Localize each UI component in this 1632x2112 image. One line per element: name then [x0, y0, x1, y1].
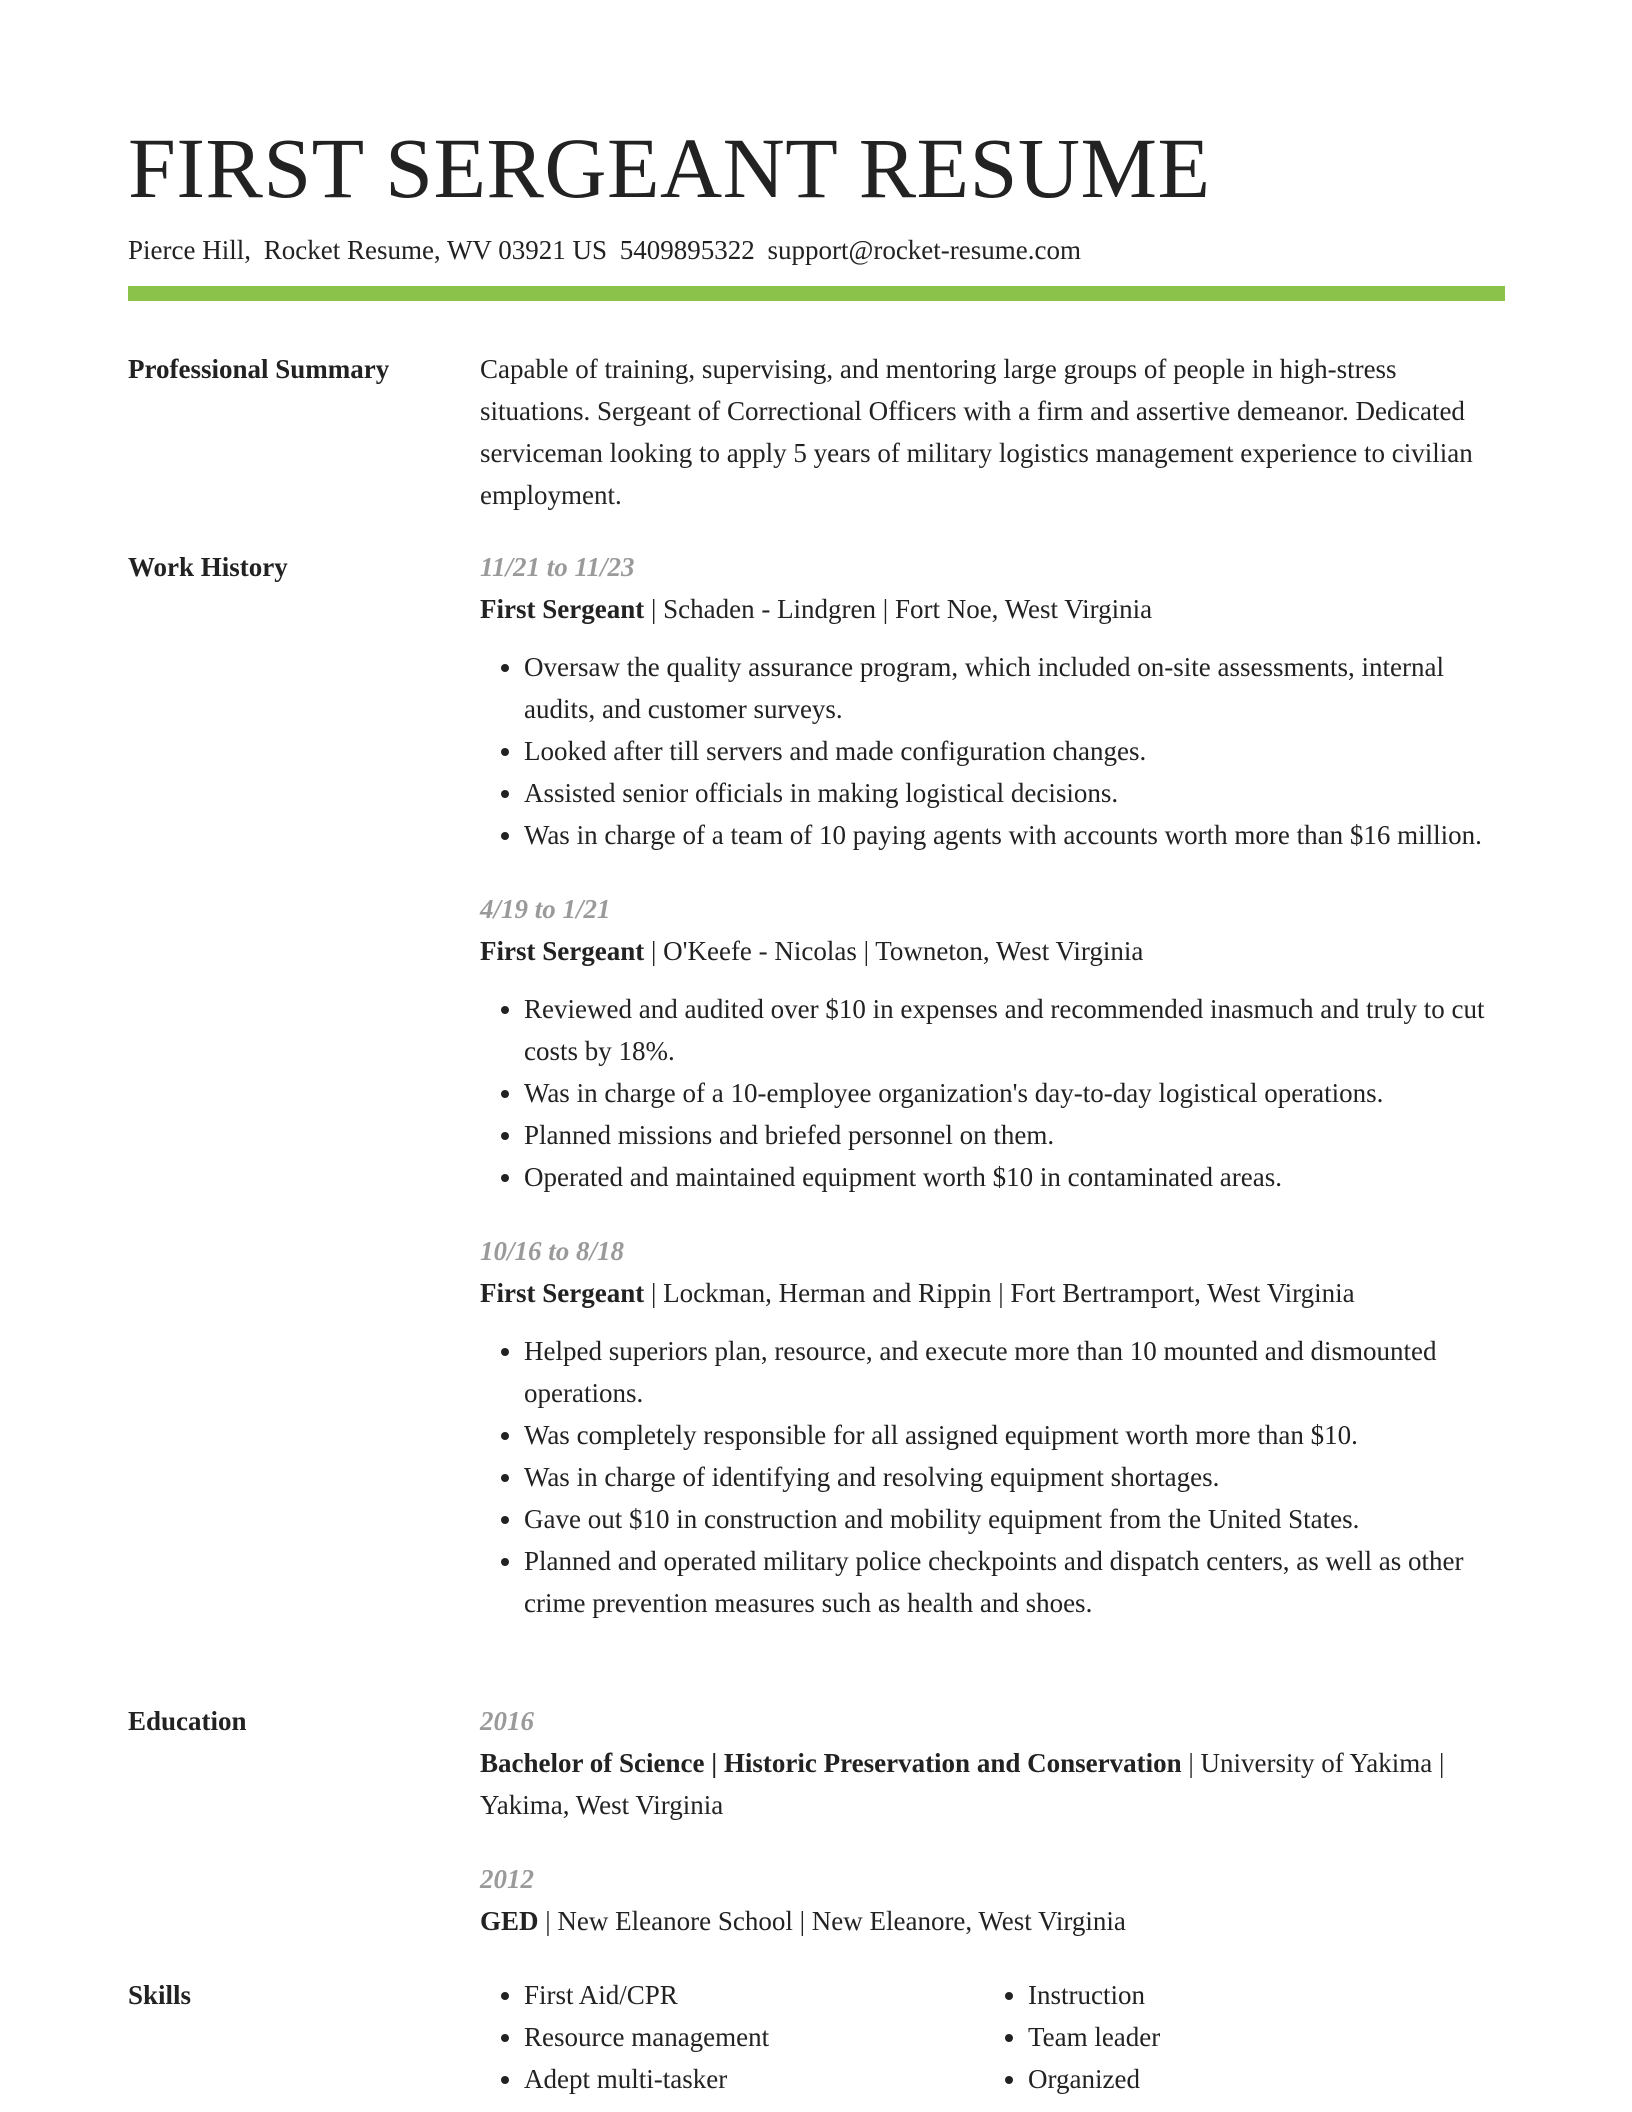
job-bullets — [480, 988, 1505, 1198]
education-body — [480, 1700, 1505, 1974]
job-dates: 11/21 to 11/23 — [480, 552, 635, 582]
job-bullet: • Was in charge of a team of 10 paying agents with accounts worth more than $16 million. — [524, 814, 1505, 856]
contact-phone: 5409895322 — [619, 235, 755, 265]
job-dates: 4/19 to 1/21 — [480, 894, 611, 924]
job-bullet: • Was in charge of a 10-employee organization's day-to-day logistical operations. — [524, 1072, 1505, 1114]
header-divider — [128, 286, 1505, 301]
job-title: First Sergeant — [480, 594, 645, 624]
skill-item: • Team leader — [1028, 2016, 1488, 2058]
education-entry — [480, 1700, 1505, 1826]
work-history-body — [480, 546, 1505, 1624]
skill-item: • First Aid/CPR — [524, 1974, 984, 2016]
job-bullet: • Planned missions and briefed personnel on them. — [524, 1114, 1505, 1156]
job-bullets — [480, 646, 1505, 856]
skills-list-right — [984, 1974, 1488, 2100]
section-label-work: Work History — [128, 552, 288, 582]
job-bullet: • Looked after till servers and made configuration changes. — [524, 730, 1505, 772]
resume-title: FIRST SERGEANT RESUME — [128, 120, 1211, 216]
section-label-summary: Professional Summary — [128, 354, 390, 384]
section-label-education: Education — [128, 1706, 247, 1736]
education-year: 2016 — [480, 1706, 534, 1736]
job-role-line — [480, 930, 1505, 972]
summary-text: Capable of training, supervising, and mentoring large groups of people in high-stress situations. Sergeant of Correctional Officers with a firm and assertive demeanor. Dedicated serviceman looking to apply 5 years of military logistics management experience to civilian employment. — [480, 354, 1473, 510]
contact-email[interactable]: support@rocket-resume.com — [767, 235, 1081, 265]
job-dates: 10/16 to 8/18 — [480, 1236, 625, 1266]
job-entry — [480, 546, 1505, 856]
education-entry — [480, 1858, 1505, 1942]
job-title: First Sergeant — [480, 936, 645, 966]
skill-item: • Resource management — [524, 2016, 984, 2058]
job-details: | Lockman, Herman and Rippin | Fort Bertramport, West Virginia — [644, 1278, 1355, 1308]
job-entry — [480, 1230, 1505, 1624]
job-bullet: • Reviewed and audited over $10 in expenses and recommended inasmuch and truly to cut costs by 18%. — [524, 988, 1505, 1072]
education-degree: Bachelor of Science | Historic Preservation and Conservation — [480, 1748, 1182, 1778]
skill-item: • Instruction — [1028, 1974, 1488, 2016]
education-line — [480, 1900, 1505, 1942]
contact-address: Rocket Resume, WV 03921 US — [263, 235, 607, 265]
education-year: 2012 — [480, 1864, 534, 1894]
job-role-line — [480, 588, 1505, 630]
job-bullets — [480, 1330, 1505, 1624]
job-details: | Schaden - Lindgren | Fort Noe, West Virginia — [644, 594, 1153, 624]
job-bullet: • Helped superiors plan, resource, and execute more than 10 mounted and dismounted operations. — [524, 1330, 1505, 1414]
skill-item: • Organized — [1028, 2058, 1488, 2100]
job-bullet: • Operated and maintained equipment worth $10 in contaminated areas. — [524, 1156, 1505, 1198]
skills-columns — [480, 1974, 1505, 2100]
contact-line — [128, 230, 1081, 270]
job-bullet: • Oversaw the quality assurance program, which included on-site assessments, internal audits, and customer surveys. — [524, 646, 1505, 730]
education-degree: GED — [480, 1906, 539, 1936]
education-details: | New Eleanore School | New Eleanore, West Virginia — [538, 1906, 1126, 1936]
job-entry — [480, 888, 1505, 1198]
job-bullet: • Was in charge of identifying and resolving equipment shortages. — [524, 1456, 1505, 1498]
job-bullet: • Planned and operated military police checkpoints and dispatch centers, as well as other crime prevention measures such as health and shoes. — [524, 1540, 1505, 1624]
skill-item: • Adept multi-tasker — [524, 2058, 984, 2100]
job-bullet: • Assisted senior officials in making logistical decisions. — [524, 772, 1505, 814]
skills-list-left — [480, 1974, 984, 2100]
education-details: | University of Yakima | Yakima, West Virginia — [480, 1748, 1445, 1820]
job-details: | O'Keefe - Nicolas | Towneton, West Virginia — [644, 936, 1144, 966]
summary-body — [480, 348, 1505, 516]
skills-body — [480, 1974, 1505, 2100]
education-line — [480, 1742, 1505, 1826]
job-bullet: • Gave out $10 in construction and mobility equipment from the United States. — [524, 1498, 1505, 1540]
contact-name: Pierce Hill, — [128, 235, 251, 265]
job-bullet: • Was completely responsible for all assigned equipment worth more than $10. — [524, 1414, 1505, 1456]
section-label-skills: Skills — [128, 1980, 192, 2010]
job-title: First Sergeant — [480, 1278, 645, 1308]
job-role-line — [480, 1272, 1505, 1314]
